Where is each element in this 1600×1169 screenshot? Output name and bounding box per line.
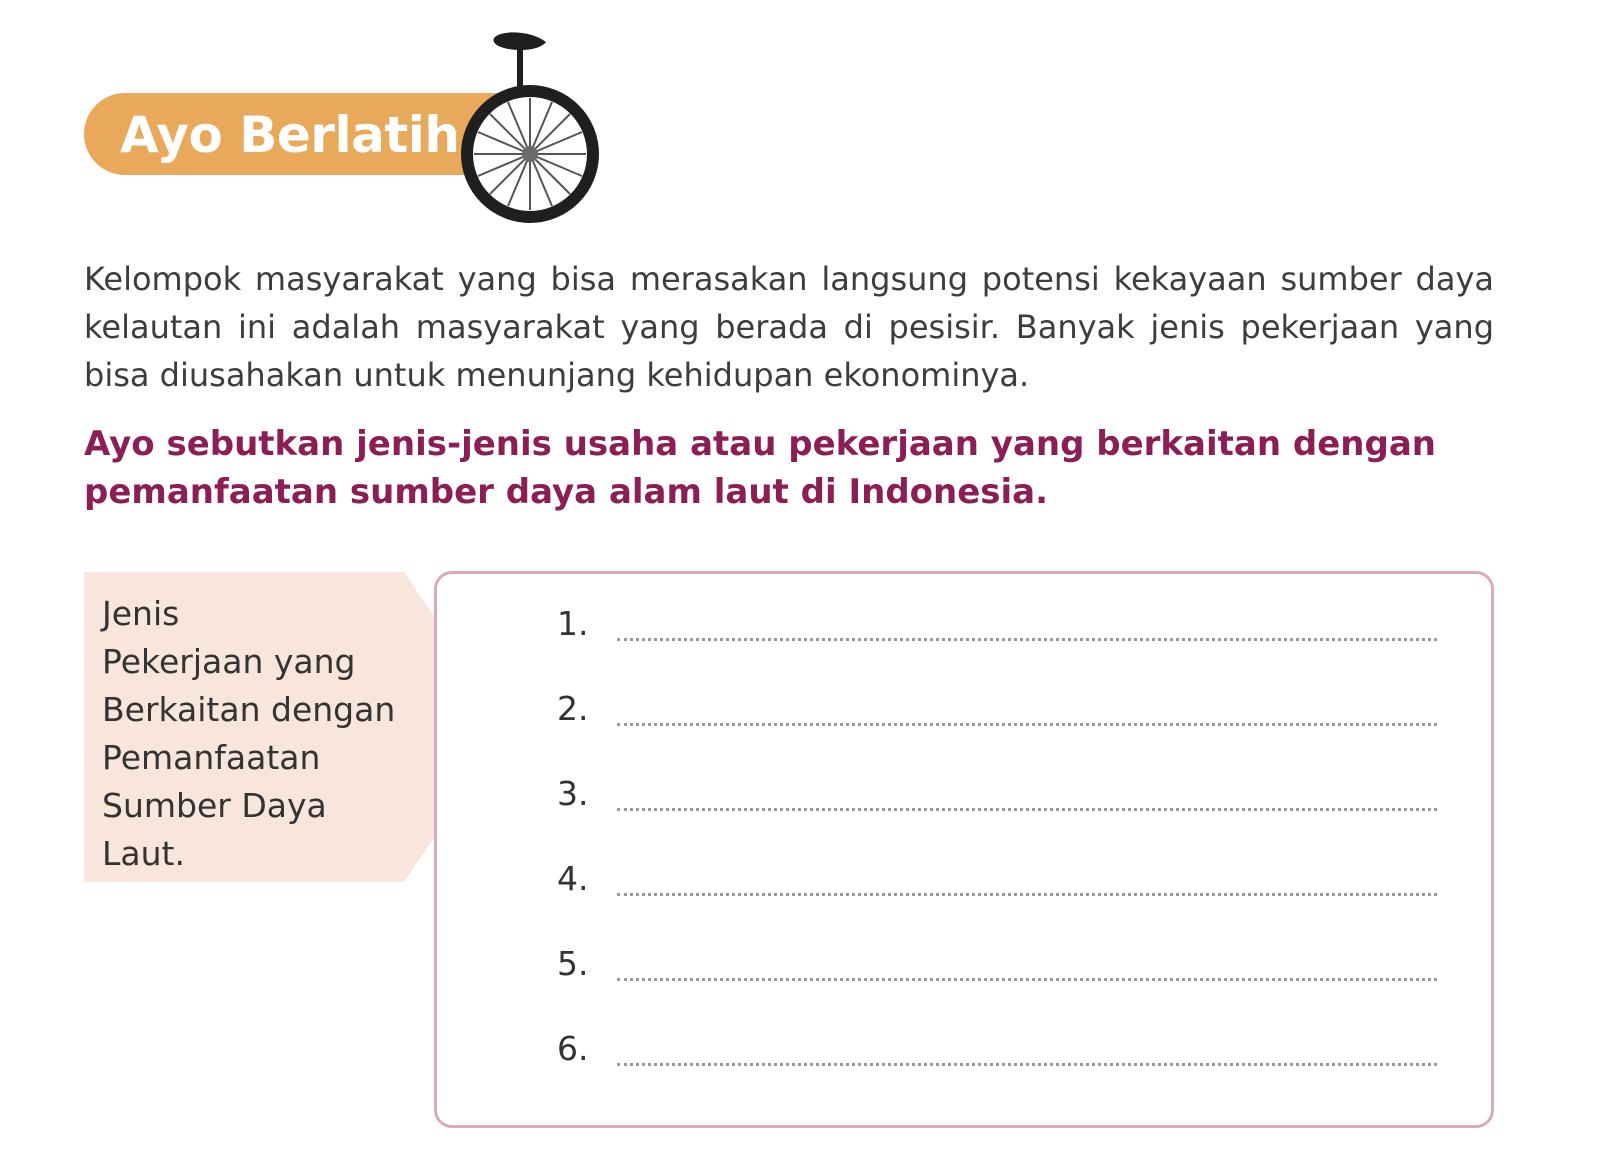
- answer-box: [434, 571, 1494, 1128]
- answer-number: 3.: [557, 774, 589, 813]
- answer-row: [557, 685, 1437, 770]
- answer-number: 6.: [557, 1029, 589, 1068]
- exercise-prompt: Ayo sebutkan jenis-jenis usaha atau pekerjaan yang berkaitan dengan pemanfaatan sumber daya alam laut di Indonesia.: [84, 424, 1436, 512]
- answer-row: [557, 1025, 1437, 1110]
- answer-blank-line[interactable]: [617, 1063, 1437, 1066]
- answer-blank-line[interactable]: [617, 808, 1437, 811]
- tag-line: Sumber Daya: [102, 786, 327, 825]
- answer-number: 5.: [557, 944, 589, 983]
- answer-list: [557, 600, 1437, 1110]
- tag-line: Pekerjaan yang: [102, 642, 356, 681]
- answer-row: [557, 600, 1437, 685]
- tag-line: Berkaitan dengan: [102, 690, 396, 729]
- answer-row: [557, 770, 1437, 855]
- section-title: Ayo Berlatih: [120, 106, 460, 164]
- tag-line: Pemanfaatan: [102, 738, 321, 777]
- answer-number: 1.: [557, 604, 589, 643]
- answer-blank-line[interactable]: [617, 723, 1437, 726]
- answer-row: [557, 940, 1437, 1025]
- tag-line: Jenis: [102, 594, 180, 633]
- answer-number: 4.: [557, 859, 589, 898]
- unicycle-icon: [460, 28, 620, 228]
- answer-blank-line[interactable]: [617, 893, 1437, 896]
- answer-blank-line[interactable]: [617, 638, 1437, 641]
- tag-line: Laut.: [102, 834, 185, 873]
- answer-number: 2.: [557, 689, 589, 728]
- answer-blank-line[interactable]: [617, 978, 1437, 981]
- intro-paragraph: Kelompok masyarakat yang bisa merasakan langsung potensi kekayaan sumber daya kelautan ini adalah masyarakat yang berada di pesisir. Banyak jenis pekerjaan yang bisa diusahakan untuk menunjang kehidupan ekonominya.: [84, 260, 1494, 394]
- answer-row: [557, 855, 1437, 940]
